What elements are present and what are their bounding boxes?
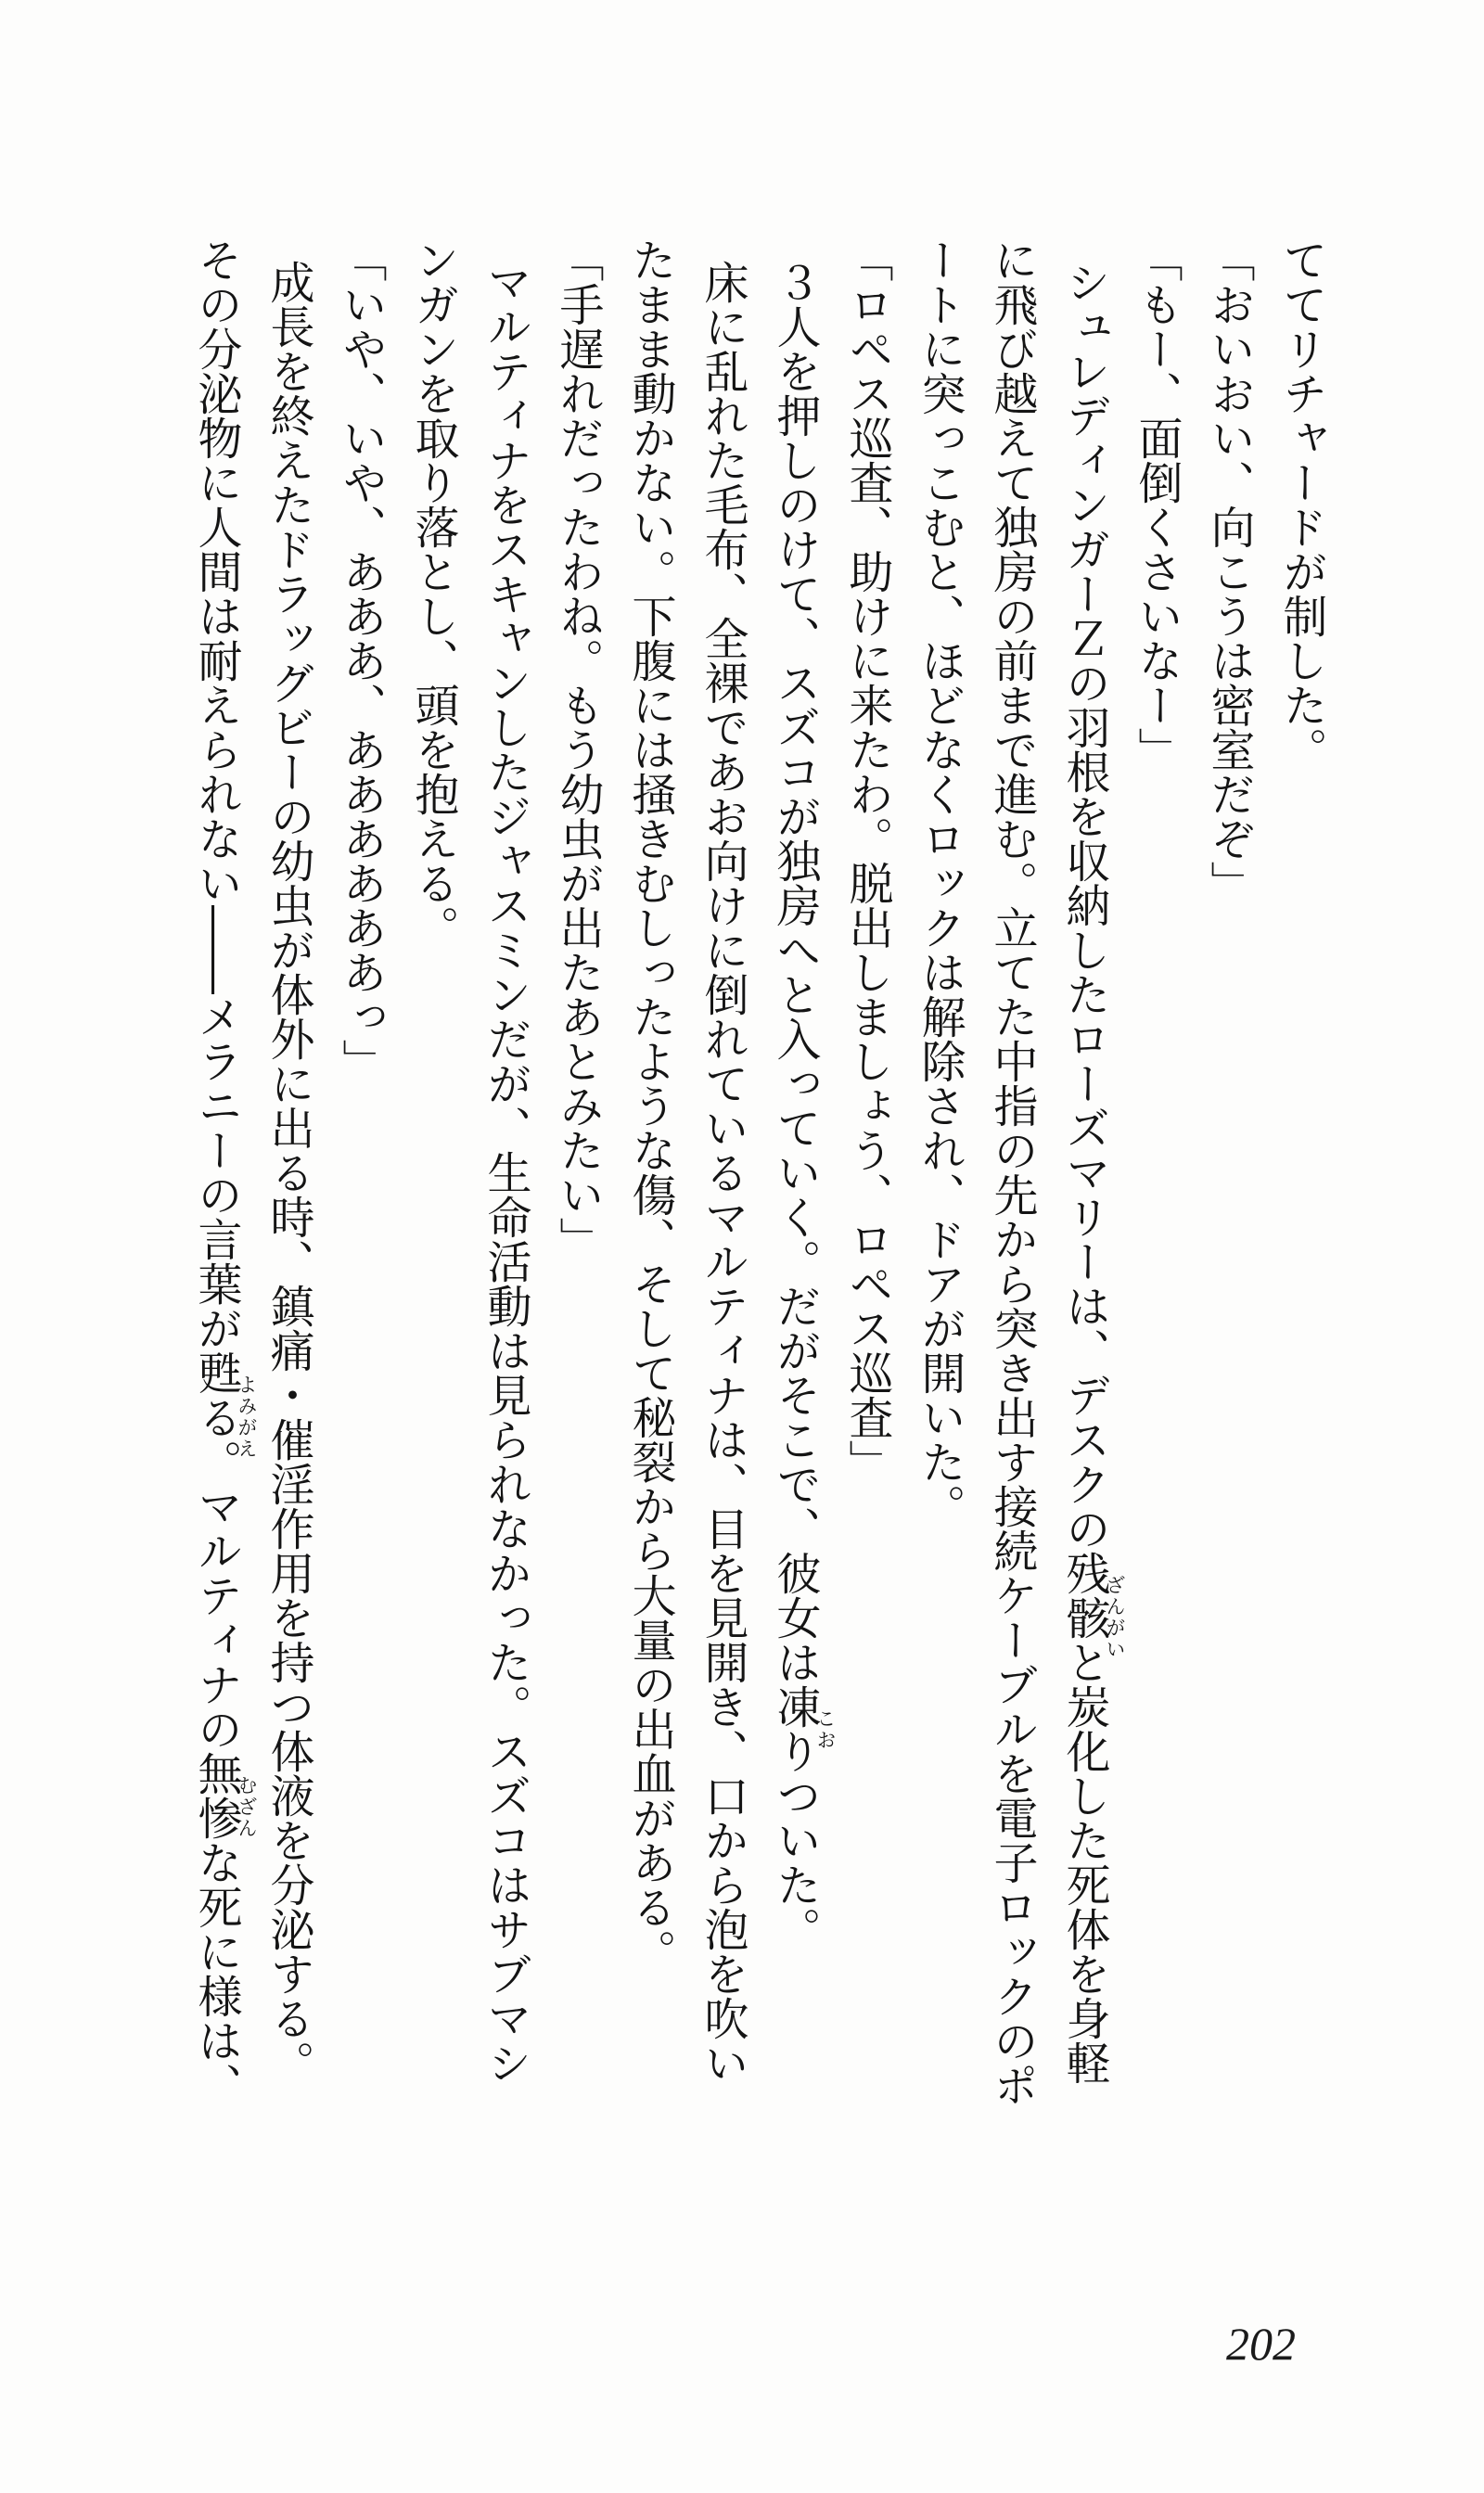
text-block [180,237,1337,2111]
furigana: よみがえ [236,1374,258,1460]
paragraph-5: 「ロペス巡査、助けに来たわ。脱出しましょう、ロペス巡査」 [841,237,893,1484]
paragraph-2: 「おいおい、向こうは密室だぞ」 [1203,237,1255,905]
ruby-annotated-word [190,1350,258,1460]
ruby-annotated-word [1058,1551,1126,1660]
paragraph-9: マルティナをスキャンしたジャスミンだが、生命活動は見られなかった。スズコはサブマシンガンを取り落とし、頭を抱える。 [407,237,531,2085]
paragraph-3: 「もー、面倒くさいなー」 [1131,237,1183,772]
ruby-base: 無惨 [190,1751,242,1840]
ruby-base: 残骸 [1058,1551,1110,1640]
paragraph-8: 「手遅れだったわね。もう幼虫が出たあとみたい」 [552,237,604,1261]
furigana: ざんがい [1104,1575,1126,1660]
paragraph-7: 床に乱れた毛布、全裸であお向けに倒れているマルティナは、目を見開き、口から泡を吹いたまま動かない。下腹には掻きむしったような傷、そして秘裂から大量の出血がある。 [624,237,748,2085]
ruby-annotated-word [769,1684,837,1751]
paragraph-1: ててリチャードが制した。 [1275,237,1327,772]
paragraph-10: 「いや、いや、あああ、ああああああっ」 [335,237,387,1083]
ruby-base: 凍 [769,1684,821,1729]
paragraph-11: 成長を終えたドラッグビーの幼虫が体外に出る時、鎮痛・催淫作用を持つ体液を分泌する。その分泌物に人間は耐えられない――メラニーの言葉が甦 よみがえ る。マルティナの無惨 むざん な死に様は、 [190,237,314,2107]
furigana: こお [814,1708,837,1751]
paragraph-6: ３人を押しのけて、スズコが独房へと入っていく。だがそこで、彼女は凍 こお りついた。 [769,260,837,1951]
page-number: 202 [1226,2318,1296,2370]
ruby-annotated-word [190,1751,258,1840]
ruby-base: 甦 [190,1350,242,1395]
paragraph-4: シュレディンガーＺの羽根を収納したローズマリーは、デスクの残骸 ざんがい と炭化した死体を身軽に飛び越えて独房の前まで進む。立てた中指の先から突き出す接続ケーブルを電子ロックのポートに突っこむと、ほどなくロックは解除され、ドアが開いた。 [914,237,1126,2107]
furigana: むざん [236,1775,258,1839]
